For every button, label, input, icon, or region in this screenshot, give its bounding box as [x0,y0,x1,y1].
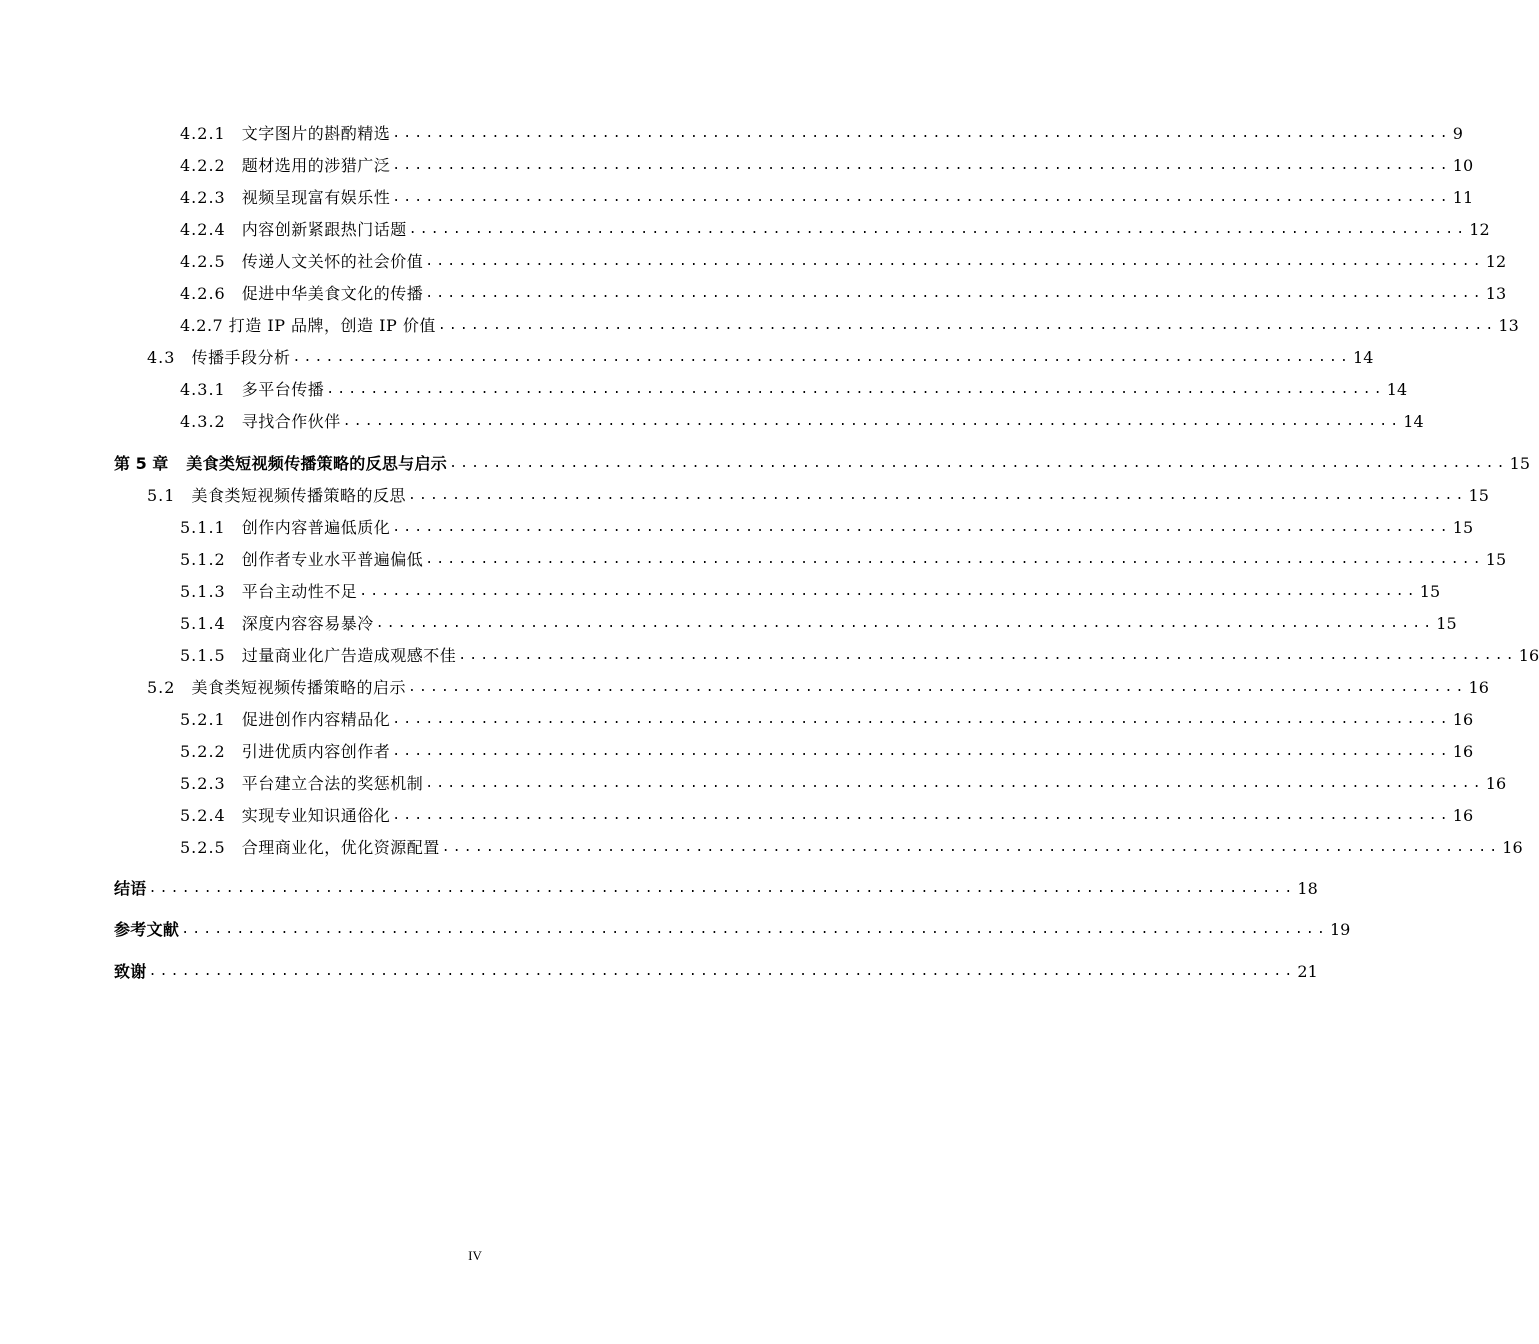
page-number: 15 [1509,454,1531,473]
dot-leader: ................................................................................................ [359,584,1418,599]
page-number: 16 [1468,678,1489,697]
section-number: 5.2.5 [180,838,226,857]
toc-entry-5-1-2[interactable] [0,546,1507,570]
dot-leader: ................................................................................................ [392,808,1451,823]
page-number-roman: IV [468,1248,482,1263]
dot-leader: ........................................................................................................ [148,964,1296,979]
dot-leader: ................................................................................................ [449,456,1508,471]
section-title: 深度内容容易暴冷 [241,614,374,633]
toc-entry-5-2[interactable] [0,674,1489,698]
section-title: 4.2.7 打造 IP 品牌，创造 IP 价值 [180,316,436,335]
toc-entry-5-2-1[interactable] [0,706,1474,730]
page-number: 16 [1518,646,1539,665]
section-number: 4.3.1 [180,380,226,399]
page-number: 14 [1353,348,1374,367]
section-title: 促进创作内容精品化 [241,710,391,729]
toc-entry-5-1-3[interactable] [0,578,1441,602]
toc-entry-5-1-1[interactable] [0,514,1474,538]
dot-leader: ................................................................................................ [342,414,1402,429]
section-title: 视频呈现富有娱乐性 [241,188,391,207]
section-title: 促进中华美食文化的传播 [241,284,424,303]
section-number: 5.2.3 [180,774,226,793]
dot-leader: ................................................................................................ [292,350,1352,365]
page-number: 15 [1452,518,1474,537]
dot-leader: ................................................................................................ [425,286,1484,301]
toc-entry-4-3-1[interactable] [0,376,1408,400]
section-number: 4.3.2 [180,412,226,431]
chapter-number: 第 5 章 [114,454,169,473]
section-number: 4.2.2 [180,156,226,175]
page-footer [0,1248,950,1264]
section-number: 5.1 [147,486,176,505]
dot-leader: ................................................................................................ [392,520,1451,535]
dot-leader: ................................................................................................ [458,648,1517,663]
page-number: 16 [1452,710,1474,729]
dot-leader: ................................................................................................ [392,190,1451,205]
section-title: 传播手段分析 [191,348,291,367]
toc-entry-5-2-5[interactable] [0,834,1523,858]
page-number: 10 [1452,156,1474,175]
page-number: 15 [1419,582,1441,601]
section-title: 创作者专业水平普遍偏低 [241,550,424,569]
page-number: 16 [1485,774,1507,793]
section-number: 4.2.1 [180,124,226,143]
section-number: 5.1.4 [180,614,226,633]
dot-leader: ................................................................................................ [326,382,1385,397]
toc-entry-5-2-2[interactable] [0,738,1474,762]
toc-entry-acknowledgements[interactable] [0,958,1318,982]
page-number: 15 [1485,550,1507,569]
page-number: 13 [1485,284,1507,303]
section-title: 美食类短视频传播策略的反思 [191,486,406,505]
toc-entry-5-1-4[interactable] [0,610,1457,634]
section-number: 5.1.2 [180,550,226,569]
dot-leader: ................................................................................................ [425,552,1484,567]
toc-entry-4-3[interactable] [0,344,1374,368]
section-title: 题材选用的涉猎广泛 [241,156,391,175]
section-number: 5.2.4 [180,806,226,825]
page-number: 14 [1403,412,1424,431]
section-number: 4.2.6 [180,284,226,303]
page-number: 16 [1502,838,1523,857]
toc-entry-5-2-3[interactable] [0,770,1507,794]
dot-leader: ................................................................................................ [392,712,1451,727]
page-number: 9 [1452,124,1463,143]
dot-leader: ................................................................................................ [392,126,1451,141]
page-number: 11 [1452,188,1474,207]
section-title: 过量商业化广告造成观感不佳 [241,646,457,665]
page-number: 19 [1329,920,1351,939]
toc-entry-4-2-4[interactable] [0,216,1490,240]
toc-entry-4-2-7[interactable] [0,312,1519,336]
page-number: 14 [1386,380,1408,399]
section-number: 5.2.2 [180,742,226,761]
section-number: 5.1.5 [180,646,226,665]
section-title: 引进优质内容创作者 [241,742,391,761]
toc-entry-4-3-2[interactable] [0,408,1424,432]
page-number: 15 [1468,486,1489,505]
section-title: 平台主动性不足 [241,582,358,601]
page-number: 18 [1297,879,1318,898]
dot-leader: ........................................................................................................ [148,881,1296,896]
section-title: 文字图片的斟酌精选 [241,124,391,143]
chapter-title: 美食类短视频传播策略的反思与启示 [186,454,448,473]
dot-leader: ................................................................................................ [392,744,1451,759]
section-number: 5.2.1 [180,710,226,729]
toc-entry-5-2-4[interactable] [0,802,1474,826]
section-number: 5.1.3 [180,582,226,601]
section-title: 创作内容普遍低质化 [241,518,391,537]
section-number: 4.2.3 [180,188,226,207]
section-title: 平台建立合法的奖惩机制 [241,774,424,793]
chapter-title: 致谢 [114,962,147,981]
toc-entry-conclusion[interactable] [0,875,1318,899]
dot-leader: ................................................................................................ [408,222,1468,237]
toc-entry-4-2-1[interactable] [0,120,1463,144]
dot-leader: ................................................................................................ [375,616,1435,631]
section-number: 4.2.5 [180,252,226,271]
section-number: 5.2 [147,678,176,697]
toc-entry-4-2-2[interactable] [0,152,1474,176]
section-title: 内容创新紧跟热门话题 [241,220,407,239]
dot-leader: ................................................................................................ [425,776,1484,791]
page-number: 15 [1436,614,1457,633]
section-title: 美食类短视频传播策略的启示 [191,678,406,697]
dot-leader: ................................................................................................ [392,158,1451,173]
toc-entry-4-2-3[interactable] [0,184,1474,208]
page-number: 13 [1498,316,1519,335]
section-title: 传递人文关怀的社会价值 [241,252,424,271]
dot-leader: ................................................................................................ [437,318,1497,333]
page-number: 12 [1485,252,1507,271]
section-title: 寻找合作伙伴 [241,412,341,431]
section-number: 4.3 [147,348,176,367]
toc-entry-chapter-5[interactable] [0,450,1531,474]
dot-leader: ................................................................................................ [441,840,1501,855]
dot-leader: ................................................................................................ [407,488,1467,503]
page-number: 12 [1469,220,1490,239]
section-title: 实现专业知识通俗化 [241,806,391,825]
toc-entry-references[interactable] [0,916,1351,940]
chapter-title: 参考文献 [114,920,180,939]
dot-leader: ................................................................................................ [425,254,1484,269]
dot-leader: ................................................................................................ [407,680,1467,695]
toc-entry-5-1[interactable] [0,482,1489,506]
section-title: 多平台传播 [241,380,325,399]
dot-leader: ........................................................................................................ [181,922,1328,937]
toc-entry-4-2-5[interactable] [0,248,1507,272]
section-number: 5.1.1 [180,518,226,537]
page-number: 21 [1297,962,1318,981]
section-number: 4.2.4 [180,220,226,239]
page-number: 16 [1452,742,1474,761]
toc-entry-5-1-5[interactable] [0,642,1539,666]
section-title: 合理商业化，优化资源配置 [241,838,440,857]
toc-entry-4-2-6[interactable] [0,280,1507,304]
chapter-title: 结语 [114,879,147,898]
page-number: 16 [1452,806,1474,825]
